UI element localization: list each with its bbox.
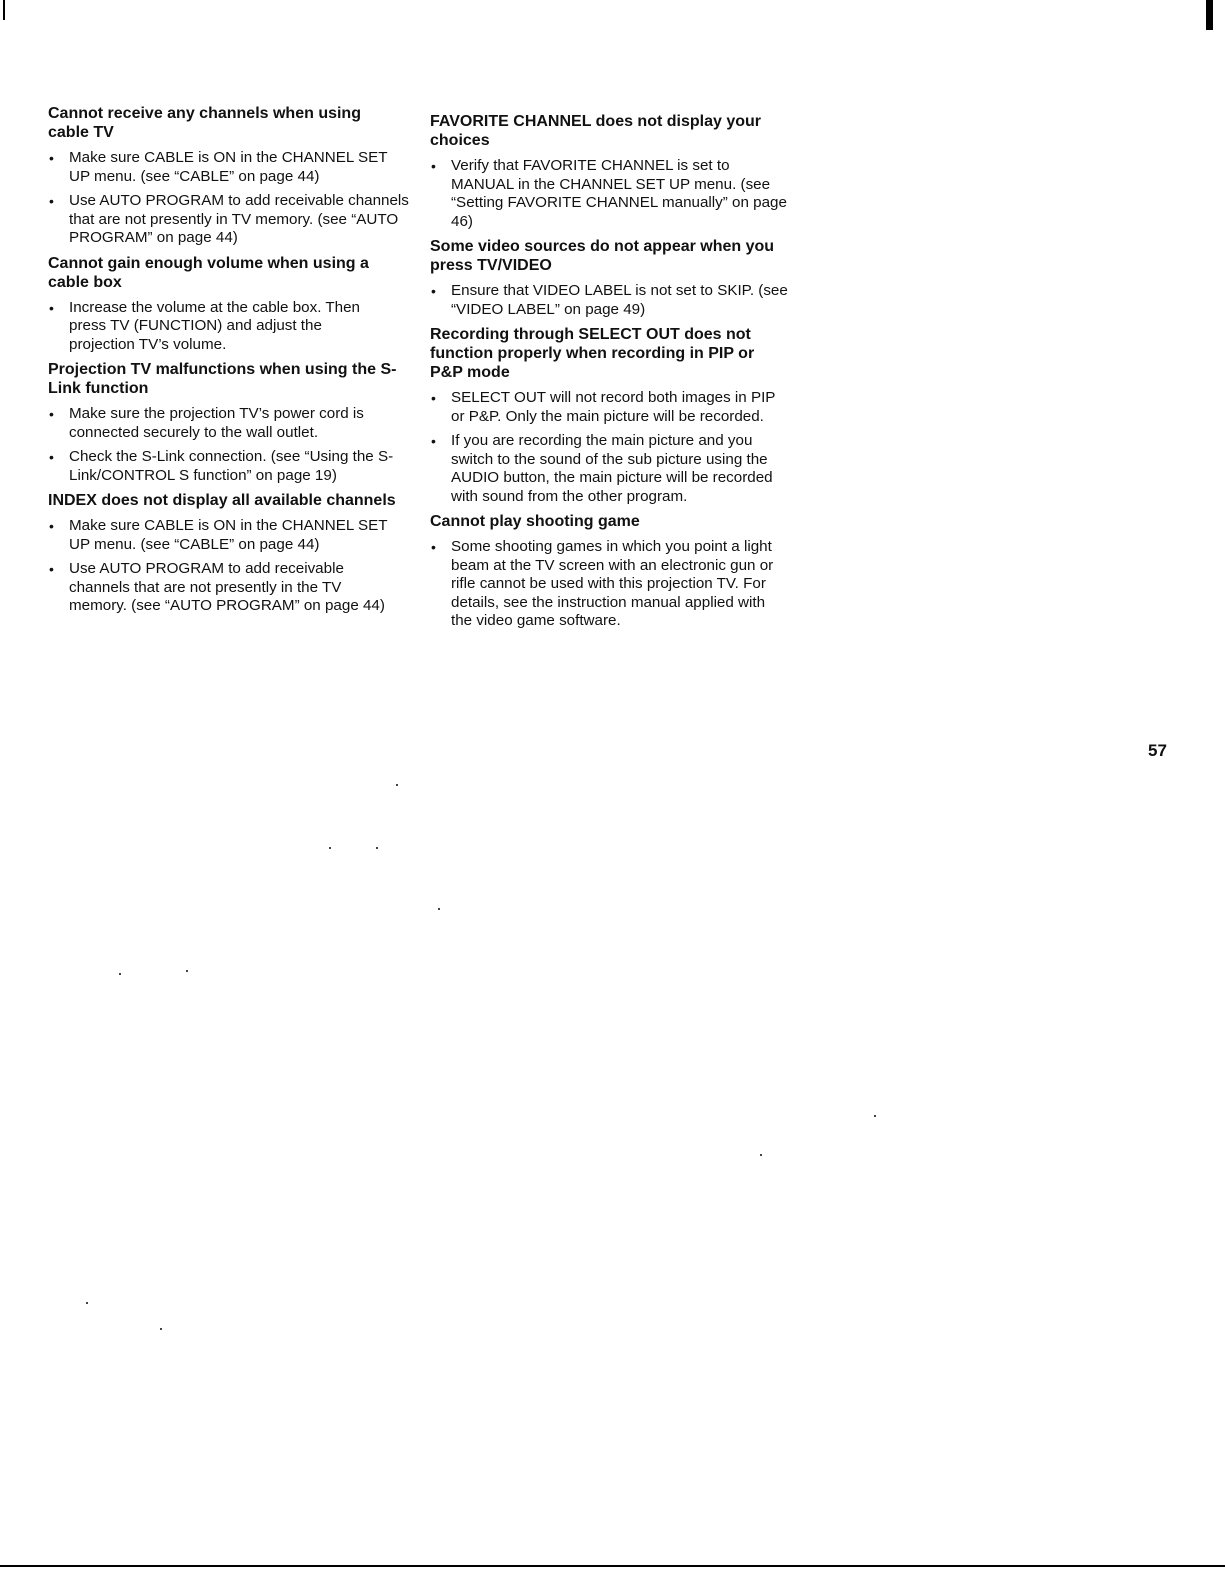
page-bottom-rule: [0, 1565, 1225, 1567]
troubleshooting-section: [430, 237, 795, 319]
scan-speck: [160, 1328, 162, 1330]
bullet-list: [430, 389, 795, 506]
list-item: • SELECT OUT will not record both images in PIP or P&P. Only the main picture will be recorded.: [430, 389, 786, 426]
scan-speck: [376, 847, 378, 849]
troubleshooting-section: [48, 360, 413, 485]
list-item: • Make sure the projection TV’s power cord is connected securely to the wall outlet.: [48, 405, 399, 442]
list-item: • Verify that FAVORITE CHANNEL is set to MANUAL in the CHANNEL SET UP menu. (see “Setting FAVORITE CHANNEL manually” on page 46): [430, 157, 791, 231]
scan-speck: [186, 970, 188, 972]
section-heading: FAVORITE CHANNEL does not display your choices: [430, 113, 761, 149]
troubleshooting-section: [48, 254, 413, 355]
troubleshooting-section: [430, 112, 795, 231]
right-column: [430, 112, 795, 637]
section-heading: Cannot gain enough volume when using a cable box: [48, 254, 369, 291]
troubleshooting-section: [430, 512, 795, 631]
troubleshooting-section: [48, 491, 413, 616]
section-heading: Recording through SELECT OUT does not function properly when recording in PIP or P&P mode: [430, 326, 755, 381]
list-item: • Make sure CABLE is ON in the CHANNEL SET UP menu. (see “CABLE” on page 44): [48, 149, 389, 186]
left-column: [48, 104, 413, 622]
scan-speck: [86, 1302, 88, 1304]
scan-edge-mark: [1206, 0, 1213, 30]
bullet-list: [430, 282, 795, 319]
troubleshooting-section: [48, 104, 413, 248]
section-heading: Cannot receive any channels when using cable TV: [48, 105, 361, 141]
scan-speck: [119, 973, 121, 975]
list-item: • Make sure CABLE is ON in the CHANNEL SET UP menu. (see “CABLE” on page 44): [48, 517, 389, 554]
scan-speck: [396, 784, 398, 786]
scan-edge-mark: [3, 0, 5, 20]
list-item: • If you are recording the main picture and you switch to the sound of the sub picture using the AUDIO button, the main picture will be recorded with sound from the other program.: [430, 432, 796, 506]
bullet-list: [430, 538, 795, 631]
bullet-list: [48, 405, 413, 485]
section-heading: INDEX does not display all available channels: [48, 492, 396, 509]
list-item: • Check the S-Link connection. (see “Using the S-Link/CONTROL S function” on page 19): [48, 448, 409, 485]
section-heading: Cannot play shooting game: [430, 513, 640, 530]
scan-speck: [760, 1154, 762, 1156]
scan-speck: [874, 1115, 876, 1117]
list-item: • Some shooting games in which you point a light beam at the TV screen with an electronic gun or rifle cannot be used with this projection TV. For details, see the instruction manual applied with the video game software.: [430, 538, 786, 631]
list-item: • Increase the volume at the cable box. Then press TV (FUNCTION) and adjust the projection TV’s volume.: [48, 299, 389, 355]
bullet-list: [48, 517, 413, 616]
list-item: • Use AUTO PROGRAM to add receivable channels that are not presently in TV memory. (see “AUTO PROGRAM” on page 44): [48, 192, 414, 248]
troubleshooting-section: [430, 325, 795, 506]
bullet-list: [48, 299, 413, 355]
bullet-list: [48, 149, 413, 248]
scan-speck: [438, 908, 440, 910]
scan-speck: [329, 847, 331, 849]
list-item: • Ensure that VIDEO LABEL is not set to SKIP. (see “VIDEO LABEL” on page 49): [430, 282, 796, 319]
bullet-list: [430, 157, 795, 231]
section-heading: Some video sources do not appear when you press TV/VIDEO: [430, 238, 775, 274]
page-number: 57: [1148, 741, 1167, 760]
section-heading: Projection TV malfunctions when using the S-Link function: [48, 361, 397, 397]
list-item: • Use AUTO PROGRAM to add receivable channels that are not presently in the TV memory. (see “AUTO PROGRAM” on page 44): [48, 560, 389, 616]
